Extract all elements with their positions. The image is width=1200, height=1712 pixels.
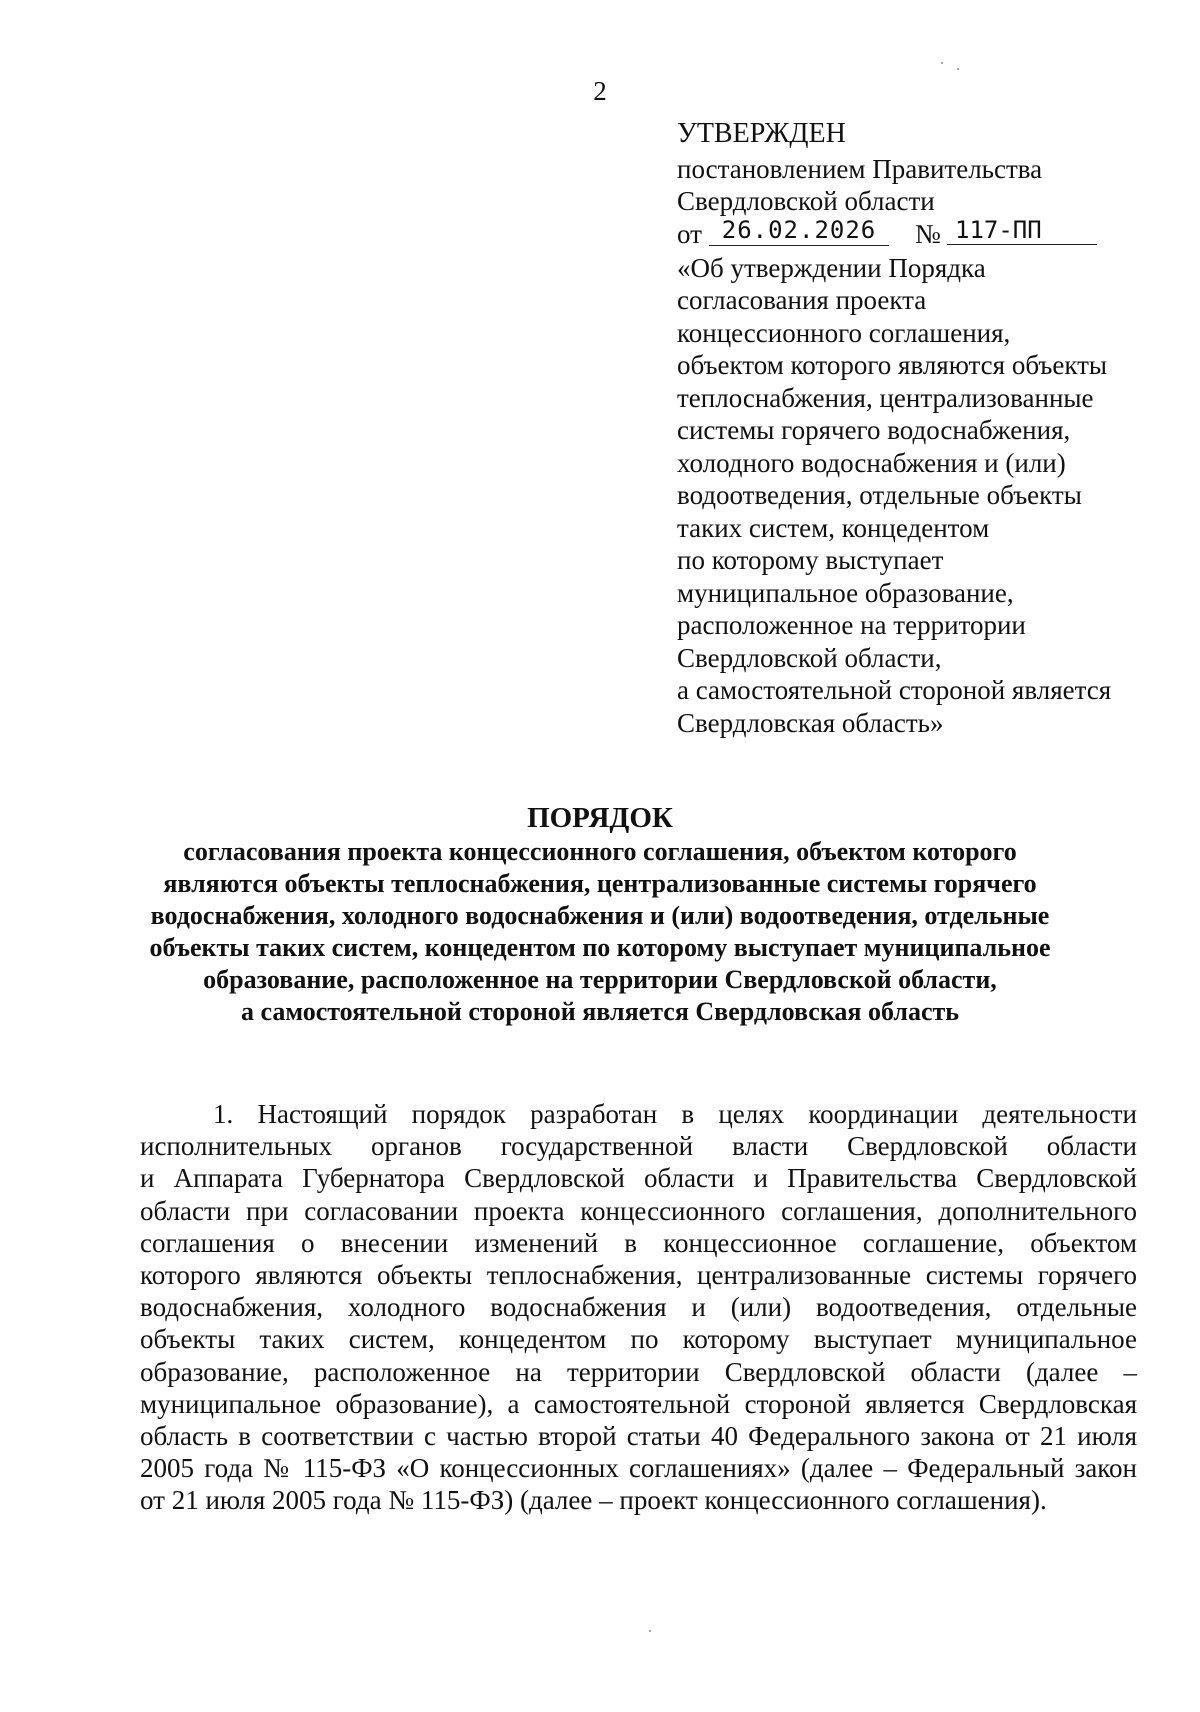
document-title-line: а самостоятельной стороной является Свердловская область	[240, 997, 960, 1026]
paragraph-1	[140, 1098, 1137, 1516]
approval-stamp-block	[677, 118, 1157, 739]
date-prefix: от	[677, 218, 702, 249]
scan-speck	[649, 1630, 651, 1632]
approval-date-line	[677, 215, 1157, 252]
approval-line: концессионного соглашения,	[677, 317, 1011, 348]
approval-line: по которому выступает	[677, 545, 944, 575]
approval-line: «Об утверждении Порядка	[677, 252, 986, 283]
document-title-main: ПОРЯДОК	[527, 802, 673, 834]
document-title-line: объекты таких систем, концедентом по которому выступает муниципальное	[149, 933, 1051, 962]
document-title-line: согласования проекта концессионного соглашения, объектом которого	[183, 837, 1017, 866]
scan-speck	[957, 68, 959, 70]
approval-line: таких систем, концедентом	[677, 512, 990, 543]
approval-line: постановлением Правительства	[677, 153, 1043, 184]
approval-line: холодного водоснабжения и (или)	[677, 447, 1066, 478]
approval-heading: УТВЕРЖДЕН	[677, 118, 846, 149]
page-number: 2	[593, 76, 607, 106]
approval-line: теплоснабжения, централизованные	[677, 382, 1094, 413]
document-title-line: водоснабжения, холодного водоснабжения и (или) водоотведения, отдельные	[150, 901, 1050, 930]
paragraph-line: которого являются объекты теплоснабжения, централизованные системы горячего	[140, 1259, 1137, 1290]
paragraph-line: муниципальное образование), а самостоятельной стороной является Свердловская	[140, 1388, 1137, 1419]
paragraph-line: области при согласовании проекта концессионного соглашения, дополнительного	[140, 1195, 1137, 1226]
paragraph-line: соглашения о внесении изменений в концессионное соглашение, объектом	[140, 1227, 1137, 1258]
approval-line: Свердловская область»	[677, 707, 944, 738]
paragraph-line: исполнительных органов государственной власти Свердловской области	[140, 1131, 1137, 1162]
document-title-line: являются объекты теплоснабжения, централизованные системы горячего	[163, 869, 1037, 898]
scan-speck	[941, 62, 943, 64]
paragraph-line: и Аппарата Губернатора Свердловской области и Правительства Свердловской	[140, 1163, 1137, 1194]
approval-line: объектом которого являются объекты	[677, 350, 1108, 380]
paragraph-line: образование, расположенное на территории Свердловской области (далее –	[140, 1356, 1137, 1387]
document-title	[100, 800, 1100, 1028]
approval-line: Свердловской области,	[677, 642, 942, 673]
paragraph-line: водоснабжения, холодного водоснабжения и (или) водоотведения, отдельные	[140, 1292, 1137, 1323]
approval-line: муниципальное образование,	[677, 577, 1014, 608]
paragraph-line: от 21 июля 2005 года № 115-ФЗ) (далее – проект концессионного соглашения).	[140, 1485, 1047, 1516]
paragraph-line: 1. Настоящий порядок разработан в целях координации деятельности	[213, 1099, 1137, 1129]
approval-line: расположенное на территории	[677, 610, 1026, 640]
resolution-number: 117-ПП	[947, 214, 1097, 245]
approval-line: согласования проекта	[677, 285, 927, 315]
paragraph-line: объекты таких систем, концедентом по которому выступает муниципальное	[140, 1324, 1137, 1355]
approval-line: а самостоятельной стороной является	[677, 675, 1112, 705]
number-sign: №	[915, 218, 941, 249]
approval-line: системы горячего водоснабжения,	[677, 415, 1071, 445]
approval-line: водоотведения, отдельные объекты	[677, 480, 1082, 510]
paragraph-line: 2005 года № 115-ФЗ «О концессионных соглашениях» (далее – Федеральный закон	[140, 1453, 1137, 1484]
resolution-date: 26.02.2026	[709, 214, 889, 246]
paragraph-line: область в соответствии с частью второй статьи 40 Федерального закона от 21 июля	[140, 1420, 1137, 1451]
approval-line: Свердловской области	[677, 186, 935, 216]
document-title-line: образование, расположенное на территории Свердловской области,	[203, 965, 997, 994]
